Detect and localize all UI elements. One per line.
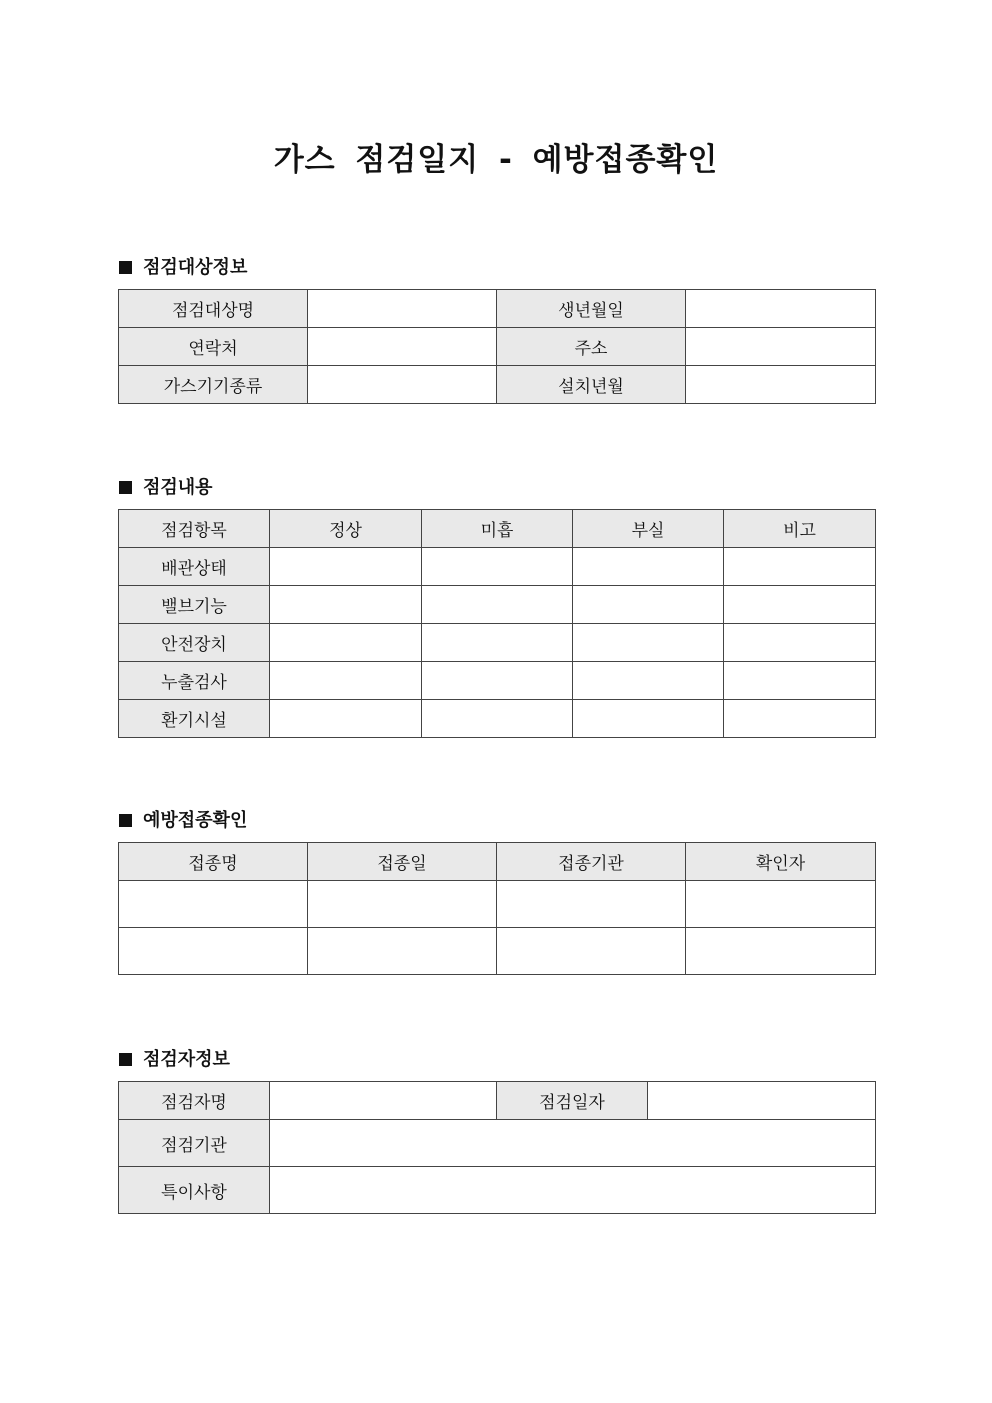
section-heading-inspection <box>119 473 213 499</box>
vaccine-name-cell[interactable] <box>119 928 308 975</box>
insufficient-cell[interactable] <box>422 662 573 700</box>
insufficient-cell[interactable] <box>422 700 573 738</box>
vaccine-agency-cell[interactable] <box>497 881 686 928</box>
table-row <box>119 881 876 928</box>
table-row <box>119 1120 876 1167</box>
poor-cell[interactable] <box>573 548 724 586</box>
table-row <box>119 290 876 328</box>
table-row <box>119 700 876 738</box>
inspector-name-field[interactable] <box>270 1082 497 1120</box>
square-bullet-icon <box>119 814 132 827</box>
inspection-item-label: 누출검사 <box>119 662 270 700</box>
poor-cell[interactable] <box>573 662 724 700</box>
insufficient-cell[interactable] <box>422 624 573 662</box>
poor-cell[interactable] <box>573 586 724 624</box>
table-row <box>119 1082 876 1120</box>
install-date-label: 설치년월 <box>497 366 686 404</box>
insufficient-cell[interactable] <box>422 586 573 624</box>
inspection-item-label: 환기시설 <box>119 700 270 738</box>
square-bullet-icon <box>119 261 132 274</box>
vaccination-table <box>118 842 876 975</box>
normal-cell[interactable] <box>270 586 422 624</box>
column-header: 접종명 <box>119 843 308 881</box>
verifier-cell[interactable] <box>686 928 876 975</box>
inspection-table <box>118 509 876 738</box>
section-heading-target <box>119 253 247 279</box>
normal-cell[interactable] <box>270 700 422 738</box>
contact-label: 연락처 <box>119 328 308 366</box>
table-row <box>119 366 876 404</box>
column-header: 확인자 <box>686 843 876 881</box>
page-title: 가스 점검일지 - 예방접종확인 <box>273 142 719 178</box>
inspection-agency-label: 점검기관 <box>119 1120 270 1167</box>
section-heading-text: 점검내용 <box>143 477 213 498</box>
target-name-label: 점검대상명 <box>119 290 308 328</box>
address-field[interactable] <box>686 328 876 366</box>
target-name-field[interactable] <box>308 290 497 328</box>
install-date-field[interactable] <box>686 366 876 404</box>
table-row <box>119 662 876 700</box>
remarks-cell[interactable] <box>724 662 876 700</box>
contact-field[interactable] <box>308 328 497 366</box>
inspector-name-label: 점검자명 <box>119 1082 270 1120</box>
table-header-row <box>119 843 876 881</box>
vaccine-date-cell[interactable] <box>308 928 497 975</box>
column-header: 비고 <box>724 510 876 548</box>
column-header: 부실 <box>573 510 724 548</box>
section-heading-vaccination <box>119 806 247 832</box>
column-header: 정상 <box>270 510 422 548</box>
table-row <box>119 928 876 975</box>
remarks-cell[interactable] <box>724 586 876 624</box>
table-row <box>119 624 876 662</box>
gas-device-type-field[interactable] <box>308 366 497 404</box>
section-heading-text: 점검대상정보 <box>143 257 248 278</box>
inspection-date-field[interactable] <box>648 1082 876 1120</box>
notes-field[interactable] <box>270 1167 876 1214</box>
verifier-cell[interactable] <box>686 881 876 928</box>
poor-cell[interactable] <box>573 624 724 662</box>
column-header: 접종기관 <box>497 843 686 881</box>
notes-label: 특이사항 <box>119 1167 270 1214</box>
birthdate-field[interactable] <box>686 290 876 328</box>
vaccine-date-cell[interactable] <box>308 881 497 928</box>
normal-cell[interactable] <box>270 662 422 700</box>
address-label: 주소 <box>497 328 686 366</box>
target-info-table <box>118 289 876 404</box>
table-row <box>119 328 876 366</box>
inspection-agency-field[interactable] <box>270 1120 876 1167</box>
inspection-item-label: 밸브기능 <box>119 586 270 624</box>
inspection-item-label: 안전장치 <box>119 624 270 662</box>
table-header-row <box>119 510 876 548</box>
section-heading-text: 점검자정보 <box>143 1049 230 1070</box>
poor-cell[interactable] <box>573 700 724 738</box>
column-header: 접종일 <box>308 843 497 881</box>
vaccine-name-cell[interactable] <box>119 881 308 928</box>
column-header: 점검항목 <box>119 510 270 548</box>
inspector-info-table <box>118 1081 876 1214</box>
table-row <box>119 586 876 624</box>
table-row <box>119 1167 876 1214</box>
birthdate-label: 생년월일 <box>497 290 686 328</box>
section-heading-inspector <box>119 1045 230 1071</box>
normal-cell[interactable] <box>270 548 422 586</box>
vaccine-agency-cell[interactable] <box>497 928 686 975</box>
remarks-cell[interactable] <box>724 624 876 662</box>
insufficient-cell[interactable] <box>422 548 573 586</box>
inspection-item-label: 배관상태 <box>119 548 270 586</box>
inspection-date-label: 점검일자 <box>497 1082 648 1120</box>
remarks-cell[interactable] <box>724 700 876 738</box>
square-bullet-icon <box>119 1053 132 1066</box>
table-row <box>119 548 876 586</box>
column-header: 미흡 <box>422 510 573 548</box>
normal-cell[interactable] <box>270 624 422 662</box>
section-heading-text: 예방접종확인 <box>143 810 248 831</box>
remarks-cell[interactable] <box>724 548 876 586</box>
square-bullet-icon <box>119 481 132 494</box>
gas-device-type-label: 가스기기종류 <box>119 366 308 404</box>
